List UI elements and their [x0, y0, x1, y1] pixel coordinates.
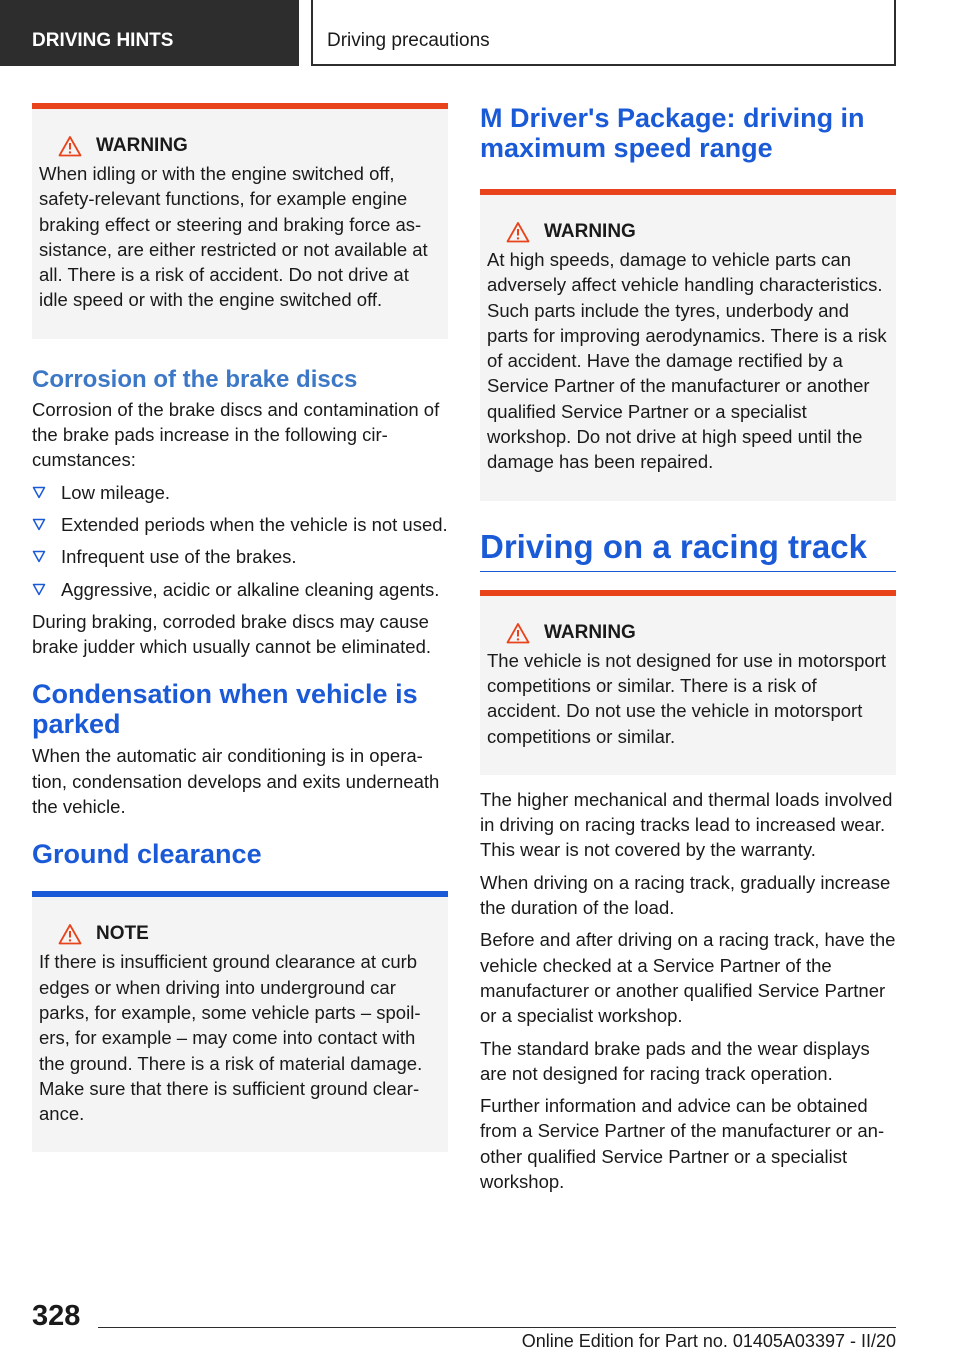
list-item [32, 512, 448, 537]
footer-divider [98, 1327, 896, 1328]
note-header [39, 923, 440, 945]
ground-clearance-note-box [32, 891, 448, 1152]
list-item [32, 577, 448, 602]
list-item [32, 480, 448, 505]
header-page-title: Driving precautions [311, 0, 896, 66]
warning-label: WARNING [96, 135, 188, 156]
racing-track-heading: Driving on a racing track [480, 527, 896, 572]
triangle-bullet-icon [32, 550, 46, 563]
idle-warning-box [32, 103, 448, 339]
note-text: If there is insufficient ground clearance at curb edges or when driving into underground car parks, for example, some vehicle parts – spoilers, for example – may come into contact with the ground. There is a risk of material damage. Make sure that there is sufficient ground clearance. [39, 951, 423, 1125]
corrosion-intro: Corrosion of the brake discs and contamination of the brake pads increase in the following circumstances: [32, 398, 440, 471]
warning-text: At high speeds, damage to vehicle parts can adversely affect vehicle handling characteristics. Such parts include the tyres, underbody and parts for improving aerodynamics. There is a risk of accident. Have the damage rectified by a Service Partner of the manufacturer or another qualified Service Partner or a specialist workshop. Do not drive at high speed until the damage has been repaired. [487, 249, 887, 473]
racing-paragraph: The higher mechanical and thermal loads involved in driving on racing tracks lead to increased wear. This wear is not covered by the warranty. [480, 788, 893, 861]
warning-triangle-icon [58, 135, 82, 157]
warning-label: WARNING [544, 621, 636, 643]
ground-clearance-heading: Ground clearance [32, 839, 262, 870]
warning-text: When idling or with the engine switched off, safety-relevant functions, for example engine braking effect or steering and braking force assistance, are either restricted or not available at all. There is a risk of accident. Do not drive at idle speed or with the engine switched off. [39, 163, 428, 311]
list-item [32, 544, 448, 569]
warning-header [487, 221, 888, 243]
list-item-text: Low mileage. [61, 481, 171, 503]
footer-edition-text: Online Edition for Part no. 01405A03397 - II/20 [521, 1331, 896, 1351]
racing-paragraph: Further information and advice can be obtained from a Service Partner of the manufacturer or another qualified Service Partner or a specialist workshop. [480, 1095, 885, 1193]
m-driver-heading: M Driver's Package: driving in maximum speed range [480, 103, 865, 163]
warning-header [39, 135, 440, 157]
page-number: 328 [32, 1300, 81, 1332]
racing-warning-box [480, 590, 896, 775]
list-item-text: Infrequent use of the brakes. [61, 546, 297, 568]
warning-triangle-icon [58, 923, 82, 945]
m-driver-warning-box [480, 189, 896, 501]
racing-paragraph: The standard brake pads and the wear displays are not designed for racing track operation. [480, 1037, 870, 1084]
warning-triangle-icon [506, 221, 530, 243]
note-label: NOTE [96, 923, 149, 945]
triangle-bullet-icon [32, 583, 46, 596]
corrosion-after: During braking, corroded brake discs may cause brake judder which usually cannot be eliminated. [32, 610, 432, 658]
condensation-heading: Condensation when vehicle is parked [32, 679, 418, 740]
corrosion-heading: Corrosion of the brake discs [32, 365, 358, 393]
condensation-text: When the automatic air conditioning is in operation, condensation develops and exits underneath the vehicle. [32, 745, 440, 818]
warning-text: The vehicle is not designed for use in motorsport competitions or similar. There is a risk of accident. Do not use the vehicle in motorsport competitions or similar. [487, 649, 886, 747]
corrosion-list [32, 480, 448, 602]
racing-paragraph: When driving on a racing track, gradually increase the duration of the load. [480, 871, 891, 919]
left-column [32, 103, 448, 1178]
warning-label: WARNING [544, 221, 636, 242]
right-column [480, 103, 896, 1201]
list-item-text: Extended periods when the vehicle is not used. [61, 513, 448, 535]
warning-triangle-icon [506, 622, 530, 644]
racing-paragraph: Before and after driving on a racing track, have the vehicle checked at a Service Partner of the manufacturer or another qualified Service Partner or a specialist workshop. [480, 929, 896, 1027]
warning-header [487, 622, 888, 644]
triangle-bullet-icon [32, 518, 46, 531]
list-item-text: Aggressive, acidic or alkaline cleaning agents. [61, 578, 440, 600]
triangle-bullet-icon [32, 486, 46, 499]
header-section-label: DRIVING HINTS [0, 0, 299, 66]
